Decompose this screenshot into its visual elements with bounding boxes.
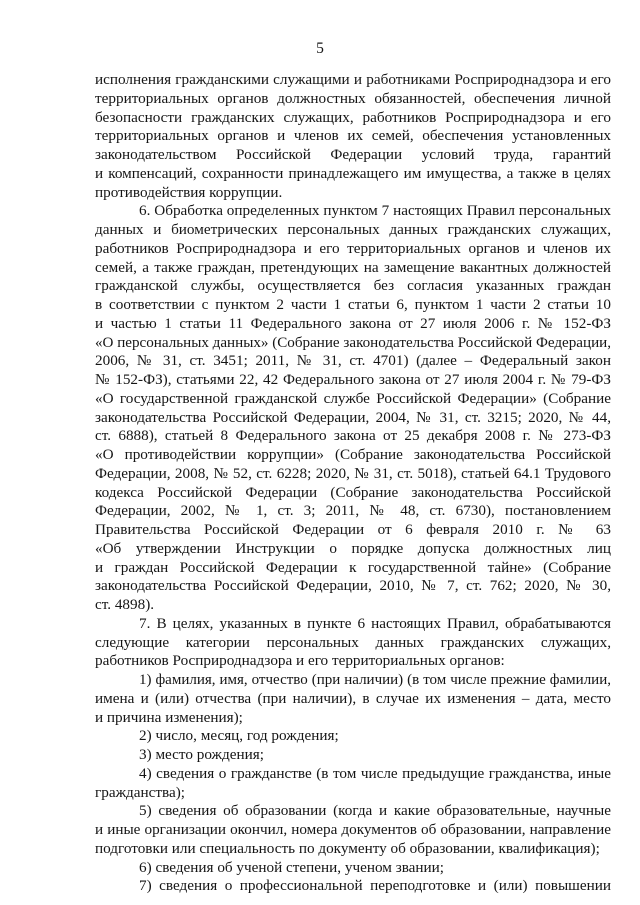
text-line: данных и биометрических персональных данных гражданских служащих, xyxy=(95,221,611,238)
text-line: «О противодействии коррупции» (Собрание законодательства Российской xyxy=(95,446,611,463)
text-line: 7) сведения о профессиональной переподготовке и (или) повышении xyxy=(139,877,611,895)
text-line: «О персональных данных» (Собрание законодательства Российской Федерации, xyxy=(95,334,611,351)
text-line: «Об утверждении Инструкции о порядке допуска должностных лиц xyxy=(95,539,611,557)
page-number: 5 xyxy=(316,40,324,57)
text-line: законодательства Российской Федерации, 2010, № 7, ст. 762; 2020, № 30, xyxy=(95,577,611,595)
text-line: противодействия коррупции. xyxy=(95,183,283,201)
text-line: ст. 6888), статьей 8 Федерального закона от 25 декабря 2008 г. № 273-ФЗ xyxy=(95,427,611,445)
text-line: и частью 1 статьи 11 Федерального закона от 27 июля 2006 г. № 152-ФЗ xyxy=(95,314,611,332)
text-line: подготовки или специальность по документу об образовании, квалификация); xyxy=(95,839,600,857)
text-line: имена и (или) отчества (при наличии), в случае их изменения – дата, место xyxy=(95,689,611,707)
text-line: следующие категории персональных данных гражданских служащих, xyxy=(95,633,611,651)
text-line: и граждан Российской Федерации к государственной тайне» (Собрание xyxy=(95,558,611,576)
text-line: в соответствии с пунктом 2 части 1 статьи 6, пунктом 1 части 2 статьи 10 xyxy=(95,296,611,313)
text-line: и иные организации окончил, номера документов об образовании, направление xyxy=(95,821,611,838)
text-line: законодательством Российской Федерации условий труда, гарантий xyxy=(95,146,611,163)
text-line: семей, а также граждан, претендующих на замещение вакантных должностей xyxy=(95,258,611,276)
text-line: Правительства Российской Федерации от 6 февраля 2010 г. № 63 xyxy=(95,521,611,538)
text-line: № 152-ФЗ), статьями 22, 42 Федерального закона от 27 июля 2004 г. № 79-ФЗ xyxy=(95,371,611,388)
text-line: безопасности гражданских служащих, работников Росприроднадзора и его xyxy=(95,108,611,126)
text-line: 6. Обработка определенных пунктом 7 настоящих Правил персональных xyxy=(139,202,611,220)
text-line: 3) место рождения; xyxy=(139,746,264,763)
text-line: 4) сведения о гражданстве (в том числе предыдущие гражданства, иные xyxy=(139,764,611,782)
text-line: гражданской службы, осуществляется без согласия указанных граждан xyxy=(95,277,611,295)
text-line: территориальных органов и членов их семей, обеспечения установленных xyxy=(95,127,611,145)
text-line: ст. 4898). xyxy=(95,596,155,613)
text-line: 6) сведения об ученой степени, ученом звании; xyxy=(139,858,445,876)
text-line: 7. В целях, указанных в пункте 6 настоящих Правил, обрабатываются xyxy=(139,614,611,632)
text-line: и причина изменения); xyxy=(95,708,243,726)
text-line: территориальных органов должностных обязанностей, обеспечения личной xyxy=(95,89,611,107)
text-line: работников Росприроднадзора и его территориальных органов и членов их xyxy=(95,239,611,257)
text-line: исполнения гражданскими служащими и работниками Росприроднадзора и его xyxy=(95,71,611,88)
text-line: и компенсаций, сохранности принадлежащего им имущества, а также в целях xyxy=(95,164,611,182)
text-line: Федерации, 2002, № 1, ст. 3; 2011, № 48, ст. 6730), постановлением xyxy=(95,502,611,520)
text-line: Федерации, 2008, № 52, ст. 6228; 2020, № 31, ст. 5018), статьей 64.1 Трудового xyxy=(95,464,611,482)
text-line: законодательства Российской Федерации, 2004, № 31, ст. 3215; 2020, № 44, xyxy=(95,408,611,426)
text-line: 1) фамилия, имя, отчество (при наличии) (в том числе прежние фамилии, xyxy=(139,672,611,688)
text-line: гражданства); xyxy=(95,783,186,801)
text-line: 5) сведения об образовании (когда и какие образовательные, научные xyxy=(139,802,611,820)
text-line: работников Росприроднадзора и его территориальных органов: xyxy=(95,652,505,670)
text-line: 2006, № 31, ст. 3451; 2011, № 31, ст. 4701) (далее – Федеральный закон xyxy=(95,352,611,370)
text-line: кодекса Российской Федерации (Собрание законодательства Российской xyxy=(95,483,611,501)
text-line: 2) число, месяц, год рождения; xyxy=(139,727,339,745)
text-line: «О государственной гражданской службе Российской Федерации» (Собрание xyxy=(95,389,611,407)
document-body xyxy=(95,71,611,896)
